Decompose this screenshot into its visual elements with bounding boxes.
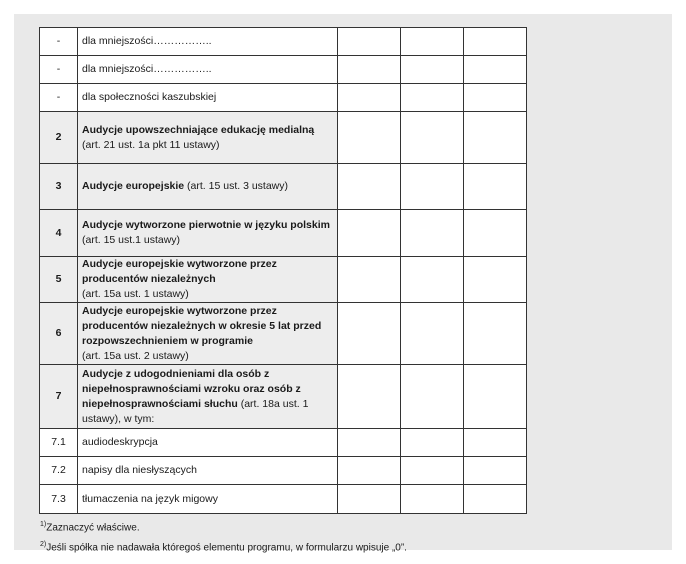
- table-row: [40, 164, 527, 210]
- table-row: [40, 257, 527, 303]
- footnote-1: $^{1)}$Zaznaczyć właściwe.: [40, 521, 140, 534]
- row-title: Audycje europejskie: [82, 180, 185, 192]
- value-cell[interactable]: [338, 257, 401, 303]
- row-description: [78, 210, 338, 257]
- value-cell[interactable]: [401, 365, 464, 429]
- value-cell[interactable]: [464, 457, 527, 485]
- value-cell[interactable]: [338, 84, 401, 112]
- value-cell[interactable]: [464, 84, 527, 112]
- row-description: [78, 257, 338, 303]
- table-row: [40, 365, 527, 429]
- value-cell[interactable]: [401, 56, 464, 84]
- value-cell[interactable]: [464, 210, 527, 257]
- table-row: [40, 303, 527, 365]
- program-elements-table: [39, 27, 527, 514]
- row-text: (art. 15 ust.1 ustawy): [82, 234, 181, 246]
- row-text: (art. 15a ust. 2 ustawy): [82, 349, 189, 362]
- row-title: Audycje europejskie wytworzone przez producentów niezależnych: [82, 258, 277, 285]
- value-cell[interactable]: [401, 257, 464, 303]
- value-cell[interactable]: [401, 303, 464, 365]
- row-description: [78, 365, 338, 429]
- row-description: [78, 56, 338, 84]
- value-cell[interactable]: [401, 485, 464, 514]
- value-cell[interactable]: [464, 112, 527, 164]
- value-cell[interactable]: [338, 28, 401, 56]
- table-row: [40, 56, 527, 84]
- row-text: (art. 21 ust. 1a pkt 11 ustawy): [82, 138, 220, 151]
- table-row: [40, 84, 527, 112]
- row-description: [78, 485, 338, 514]
- row-description: [78, 457, 338, 485]
- row-description: [78, 84, 338, 112]
- row-description: [78, 28, 338, 56]
- value-cell[interactable]: [338, 164, 401, 210]
- row-text: tłumaczenia na język migowy: [82, 492, 218, 505]
- value-cell[interactable]: [464, 257, 527, 303]
- table-row: [40, 210, 527, 257]
- table-row: [40, 28, 527, 56]
- row-number: 4: [40, 210, 78, 257]
- value-cell[interactable]: [338, 112, 401, 164]
- row-title: Audycje wytworzone pierwotnie w języku polskim: [82, 219, 330, 231]
- value-cell[interactable]: [464, 485, 527, 514]
- table-row: [40, 457, 527, 485]
- value-cell[interactable]: [401, 429, 464, 457]
- row-number: -: [40, 28, 78, 56]
- value-cell[interactable]: [464, 429, 527, 457]
- value-cell[interactable]: [464, 303, 527, 365]
- table-row: [40, 112, 527, 164]
- row-text: audiodeskrypcja: [82, 436, 158, 448]
- value-cell[interactable]: [401, 164, 464, 210]
- value-cell[interactable]: [464, 365, 527, 429]
- value-cell[interactable]: [338, 210, 401, 257]
- row-text: dla mniejszości……………..: [82, 63, 212, 75]
- value-cell[interactable]: [338, 457, 401, 485]
- row-number: 7.2: [40, 457, 78, 485]
- row-title: Audycje upowszechniające edukację medialną: [82, 123, 315, 136]
- row-number: -: [40, 84, 78, 112]
- value-cell[interactable]: [464, 164, 527, 210]
- row-text: (art. 18a ust. 1 ustawy), w tym:: [82, 397, 309, 425]
- row-text: dla społeczności kaszubskiej: [82, 91, 217, 103]
- row-number: 5: [40, 257, 78, 303]
- value-cell[interactable]: [464, 28, 527, 56]
- row-number: 6: [40, 303, 78, 365]
- row-description: [78, 164, 338, 210]
- footnote-2: $^{2)}$Jeśli spółka nie nadawała któregoś elementu programu, w formularzu wpisuje „0”.: [40, 541, 407, 554]
- value-cell[interactable]: [464, 56, 527, 84]
- row-number: 7.1: [40, 429, 78, 457]
- row-number: -: [40, 56, 78, 84]
- row-description: [78, 429, 338, 457]
- row-description: [78, 303, 338, 365]
- form-sheet: [14, 14, 672, 554]
- row-number: 2: [40, 112, 78, 164]
- row-text: (art. 15 ust. 3 ustawy): [184, 180, 288, 192]
- value-cell[interactable]: [401, 210, 464, 257]
- row-description: [78, 112, 338, 164]
- row-number: 7: [40, 365, 78, 429]
- row-title: Audycje europejskie wytworzone przez producentów niezależnych w okresie 5 lat przed rozpowszechnieniem w programie: [82, 304, 322, 347]
- value-cell[interactable]: [338, 56, 401, 84]
- value-cell[interactable]: [338, 429, 401, 457]
- value-cell[interactable]: [338, 365, 401, 429]
- value-cell[interactable]: [401, 112, 464, 164]
- row-number: 7.3: [40, 485, 78, 514]
- row-text: (art. 15a ust. 1 ustawy): [82, 288, 189, 300]
- table-row: [40, 429, 527, 457]
- row-title: Audycje z udogodnieniami dla osób z niepełnosprawnościami wzroku oraz osób z niepełnosprawnościami słuchu: [82, 367, 301, 410]
- table-row: [40, 485, 527, 514]
- row-number: 3: [40, 164, 78, 210]
- value-cell[interactable]: [401, 84, 464, 112]
- value-cell[interactable]: [401, 457, 464, 485]
- row-text: napisy dla niesłyszących: [82, 464, 197, 476]
- value-cell[interactable]: [338, 303, 401, 365]
- footnotes: [40, 516, 407, 557]
- value-cell[interactable]: [338, 485, 401, 514]
- row-text: dla mniejszości……………..: [82, 35, 212, 47]
- value-cell[interactable]: [401, 28, 464, 56]
